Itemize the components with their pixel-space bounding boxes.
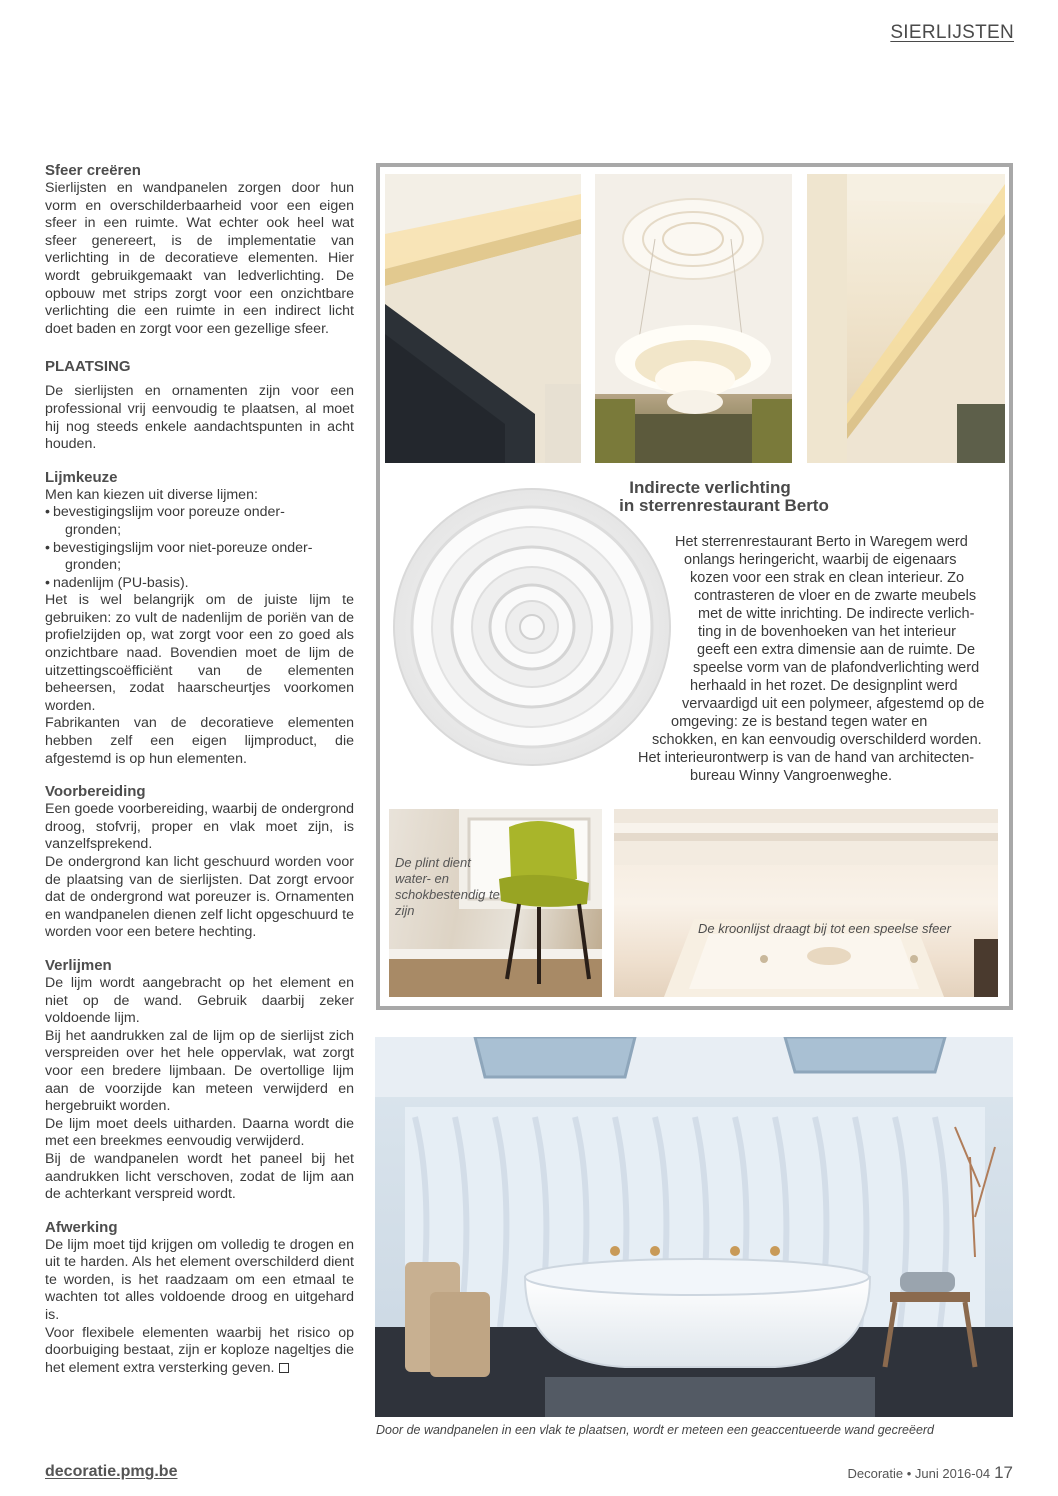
feature-body-line: schokken, en kan eenvoudig overschilderd worden.: [652, 732, 982, 748]
feature-body-line: speelse vorm van de plafondverlichting werd: [693, 660, 980, 676]
list-item-text: bevestigingslijm voor poreuze onder-: [53, 504, 285, 521]
feature-body-line: omgeving: ze is bestand tegen water en: [671, 714, 928, 730]
section-verlijmen: [45, 957, 354, 1204]
paragraph-lijmkeuze-1: Het is wel belangrijk om de juiste lijm te gebruiken: zo vult de nadenlijm de poriën van de profielzijden op, wat zorgt voor een zo goed als onzichtbare naad. Bovendien moet de lijm de uitzettingscoëfficiënt van de elementen beheersen, zodat haarscheurtjes voorkomen worden.: [45, 592, 354, 714]
paragraph-voorbereiding-1: Een goede voorbereiding, waarbij de ondergrond droog, stofvrij, proper en vlak moet zijn, is vanzelfsprekend.: [45, 801, 354, 853]
photo-bathroom: [375, 1037, 1013, 1417]
paragraph-plaatsing: De sierlijsten en ornamenten zijn voor een professional vrij eenvoudig te plaatsen, al moet hij nog steeds enkele aandachtspunten in acht houden.: [45, 383, 354, 453]
feature-title-line-2: in sterrenrestaurant Berto: [619, 496, 829, 515]
pendant-light-illustration: [595, 174, 792, 463]
glue-list: [45, 504, 354, 592]
end-mark-icon: [279, 1363, 289, 1373]
lijmkeuze-intro: Men kan kiezen uit diverse lijmen:: [45, 486, 258, 503]
bathroom-illustration: [375, 1037, 1013, 1417]
footer-site-link[interactable]: decoratie.pmg.be: [45, 1463, 178, 1480]
heading-afwerking: Afwerking: [45, 1218, 118, 1236]
paragraph-afwerking-2-text: Voor flexibele elementen waarbij het risico op doorbuiging bestaat, zijn er koploze nageltjes die het element extra versterking geven.: [45, 1324, 354, 1376]
section-afwerking: [45, 1219, 354, 1378]
heading-plaatsing: PLAATSING: [45, 358, 131, 376]
photo-pendant-light: [595, 174, 792, 463]
feature-body-line: met de witte inrichting. De indirecte verlich-: [698, 606, 975, 622]
photo-crown-molding: [614, 809, 998, 997]
list-item: [45, 504, 354, 539]
heading-sfeer: Sfeer creëren: [45, 162, 141, 179]
heading-lijmkeuze: Lijmkeuze: [45, 468, 118, 486]
list-item-text: bevestigingslijm voor niet-poreuze onder-: [53, 539, 313, 556]
list-item: [45, 540, 354, 575]
section-voorbereiding: [45, 783, 354, 942]
paragraph-sfeer: Sierlijsten en wandpanelen zorgen door hun vorm en overschilderbaarheid voor een eigen sfeer in een ruimte. Wat echter ook heel wat sfeer genereert, is de implementatie van verlichting in de decoratieve elementen. Hier wordt gebruikgemaakt van ledverlichting. De opbouw met strips zorgt voor een onzichtbare verlichting die een ruimte in een indirect licht doet baden en zorgt voor een gezellige sfeer.: [45, 180, 354, 337]
photo-cove-lighting-left: [385, 174, 581, 463]
feature-body-line: Het sterrenrestaurant Berto in Waregem werd: [675, 534, 968, 550]
heading-verlijmen: Verlijmen: [45, 956, 112, 974]
feature-body-line: onlangs heringericht, waarbij de eigenaars: [684, 552, 957, 568]
feature-body-line: contrasteren de vloer en de zwarte meubels: [694, 588, 977, 604]
article-column: [45, 162, 354, 1392]
caption-bathroom: Door de wandpanelen in een vlak te plaatsen, wordt er meteen een geaccentueerde wand gecreëerd: [376, 1423, 935, 1437]
cove-lighting-illustration: [385, 174, 581, 463]
paragraph-voorbereiding-2: De ondergrond kan licht geschuurd worden voor de plaatsing van de sierlijsten. Dat zorgt ervoor dat de ondergrond wat poreuzer is. Ornamenten en wandpanelen dienen zelf licht opgeschuurd te worden voor een betere hechting.: [45, 854, 354, 941]
feature-body-line: vervaardigd uit een polymeer, afgestemd op de: [682, 696, 985, 712]
feature-body-line: herhaald in het rozet. De designplint werd: [690, 678, 958, 694]
feature-body-line: Het interieurontwerp is van de hand van architecten-: [638, 750, 975, 766]
paragraph-verlijmen-3: De lijm moet deels uitharden. Daarna wordt die met een breekmes eenvoudig verwijderd.: [45, 1115, 354, 1150]
crown-molding-illustration: [614, 809, 998, 997]
feature-body-line: kozen voor een strak en clean interieur. Zo: [690, 570, 965, 586]
paragraph-afwerking-2: [45, 1325, 354, 1378]
cove-lighting-illustration: [807, 174, 1005, 463]
feature-title-line-1: Indirecte verlichting: [629, 478, 791, 497]
photo-cove-lighting-right: [807, 174, 1005, 463]
caption-plint: De plint dient water- en schokbestendig te zijn: [395, 855, 500, 918]
list-item-continuation: gronden;: [65, 521, 122, 538]
section-sfeer: [45, 162, 354, 338]
feature-body-line: ting in de bovenhoeken van het interieur: [698, 624, 956, 640]
feature-body: [560, 533, 1000, 785]
section-plaatsing: [45, 358, 354, 453]
feature-body-line: bureau Winny Vangroenweghe.: [690, 768, 893, 784]
paragraph-lijmkeuze-2: Fabrikanten van de decoratieve elementen hebben zelf een eigen lijmproduct, die afgestemd is op hun elementen.: [45, 715, 354, 767]
list-item-continuation: gronden;: [65, 557, 122, 574]
feature-body-line: geeft een extra dimensie aan de ruimte. De: [697, 642, 976, 658]
paragraph-verlijmen-4: Bij de wandpanelen wordt het paneel bij het aandrukken licht verschoven, zodat de lijm aan de achterkant verspreid wordt.: [45, 1150, 354, 1203]
list-item: [45, 575, 354, 593]
paragraph-verlijmen-1: De lijm wordt aangebracht op het element en niet op de wand. Gebruik daarbij zeker voldoende lijm.: [45, 974, 354, 1027]
footer-issue: [847, 1463, 1013, 1483]
section-title: SIERLIJSTEN: [890, 22, 1014, 43]
footer-issue-label: Decoratie • Juni 2016-04: [847, 1466, 991, 1481]
caption-kroonlijst: De kroonlijst draagt bij tot een speelse sfeer: [698, 921, 951, 936]
page-number: 17: [994, 1463, 1013, 1482]
section-lijmkeuze: [45, 469, 354, 769]
list-item-text: nadenlijm (PU-basis).: [53, 574, 189, 591]
paragraph-afwerking-1: De lijm moet tijd krijgen om volledig te drogen en uit te harden. Als het element overschilderd dient te worden, is het raadzaam om een etmaal te wachten tot alles voldoende droog en uitgehard is.: [45, 1236, 354, 1324]
paragraph-verlijmen-2: Bij het aandrukken zal de lijm op de sierlijst zich verspreiden over het hele oppervlak, wat zorgt voor een bredere lijmbaan. De overtollige lijm aan de voorzijde kan meteen verwijderd en hergebruikt worden.: [45, 1027, 354, 1115]
heading-voorbereiding: Voorbereiding: [45, 783, 146, 801]
